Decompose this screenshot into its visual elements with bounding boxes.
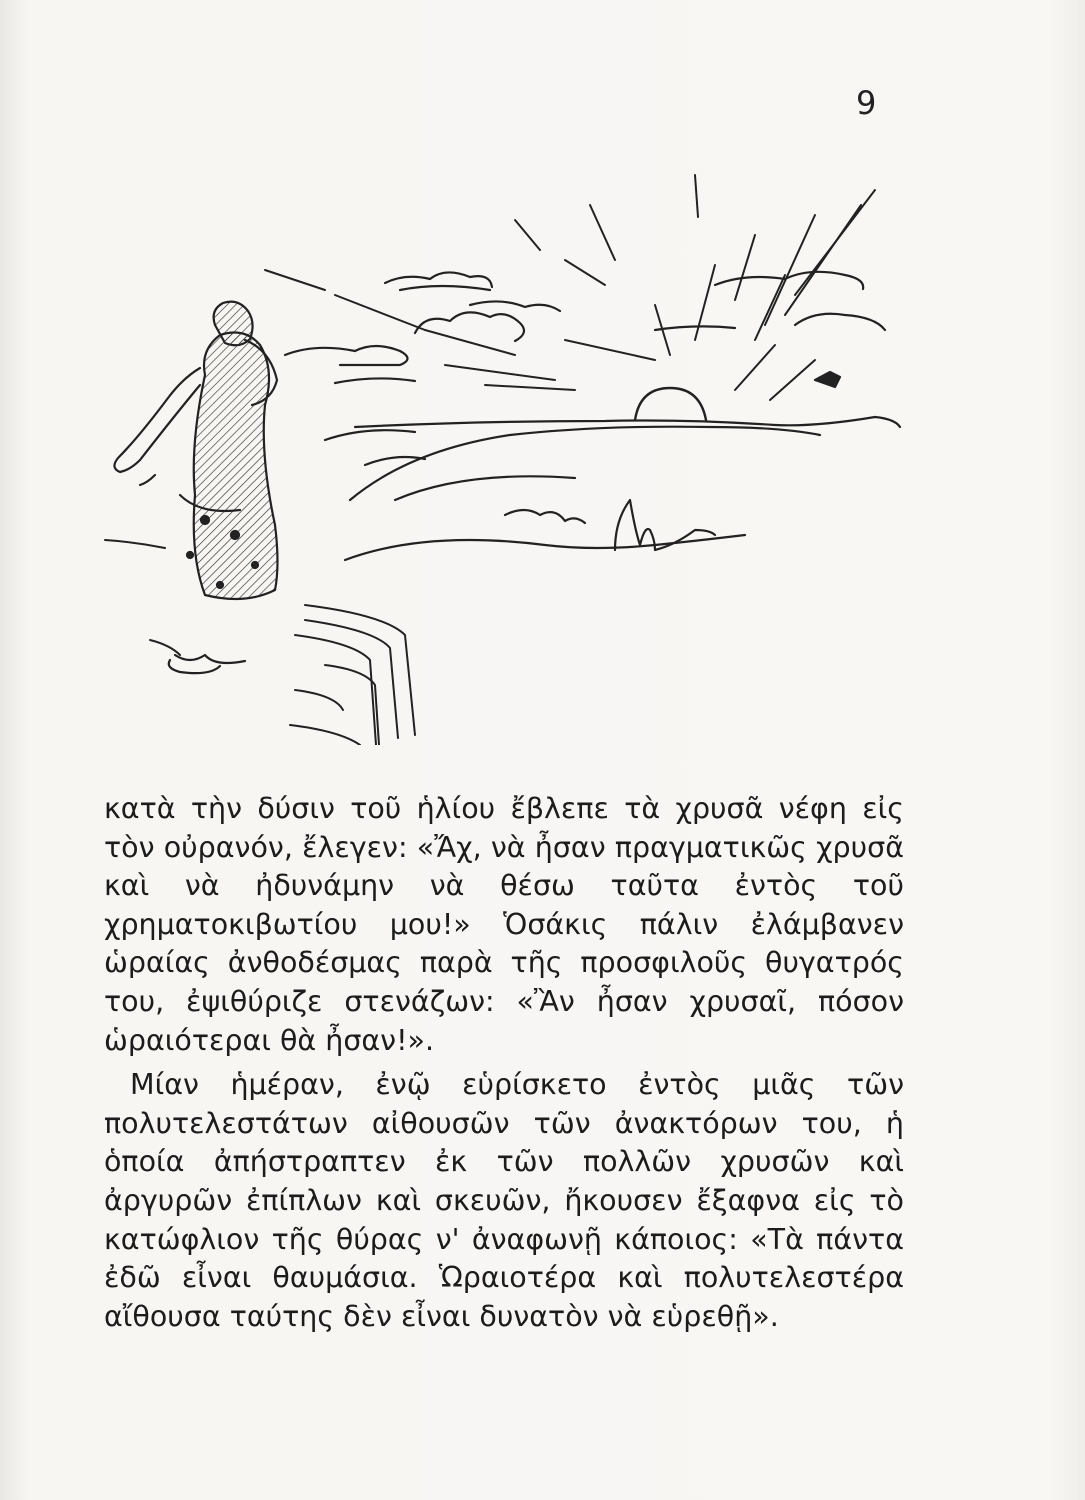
sun-rays bbox=[265, 175, 875, 400]
figure-watching-sunset-illustration bbox=[95, 165, 905, 745]
paragraph: κατὰ τὴν δύσιν τοῦ ἡλίου ἔβλεπε τὰ χρυσᾶ νέφη εἰς τὸν οὐρανόν, ἔλεγεν: «Ἄχ, νὰ ἦσαν πραγματικῶς χρυσᾶ καὶ νὰ ἠδυνάμην νὰ θέσω ταῦτα ἐντὸς τοῦ χρηματοκιβωτίου μου!» Ὁσάκις πάλιν ἐλάμβανεν ὡραίας ἀνθοδέσμας παρὰ τῆς προσφιλοῦς θυγατρός του, ἐψιθύριζε στενάζων: «Ἂν ἦσαν χρυσαῖ, πόσον ὡραιότεραι θὰ ἦσαν!». bbox=[104, 792, 904, 1057]
body-text bbox=[104, 790, 904, 1336]
page-number: 9 bbox=[856, 84, 877, 122]
paragraph: Μίαν ἡμέραν, ἐνῷ εὑρίσκετο ἐντὸς μιᾶς τῶν πολυτελεστάτων αἰθουσῶν τῶν ἀνακτόρων του, ἡ ὁποία ἀπήστραπτεν ἐκ τῶν πολλῶν χρυσῶν καὶ ἀργυρῶν ἐπίπλων καὶ σκευῶν, ἤκουσεν ἔξαφνα εἰς τὸ κατώφλιον τῆς θύρας ν' ἀναφωνῇ κάποιος: «Τὰ πάντα ἐδῶ εἶναι θαυμάσια. Ὡραιοτέρα καὶ πολυτελεστέρα αἴθουσα ταύτης δὲν εἶναι δυνατὸν νὰ εὑρεθῇ». bbox=[104, 1068, 904, 1333]
robed-figure bbox=[114, 302, 277, 674]
horizon-hills bbox=[345, 372, 900, 560]
setting-sun bbox=[635, 388, 706, 420]
